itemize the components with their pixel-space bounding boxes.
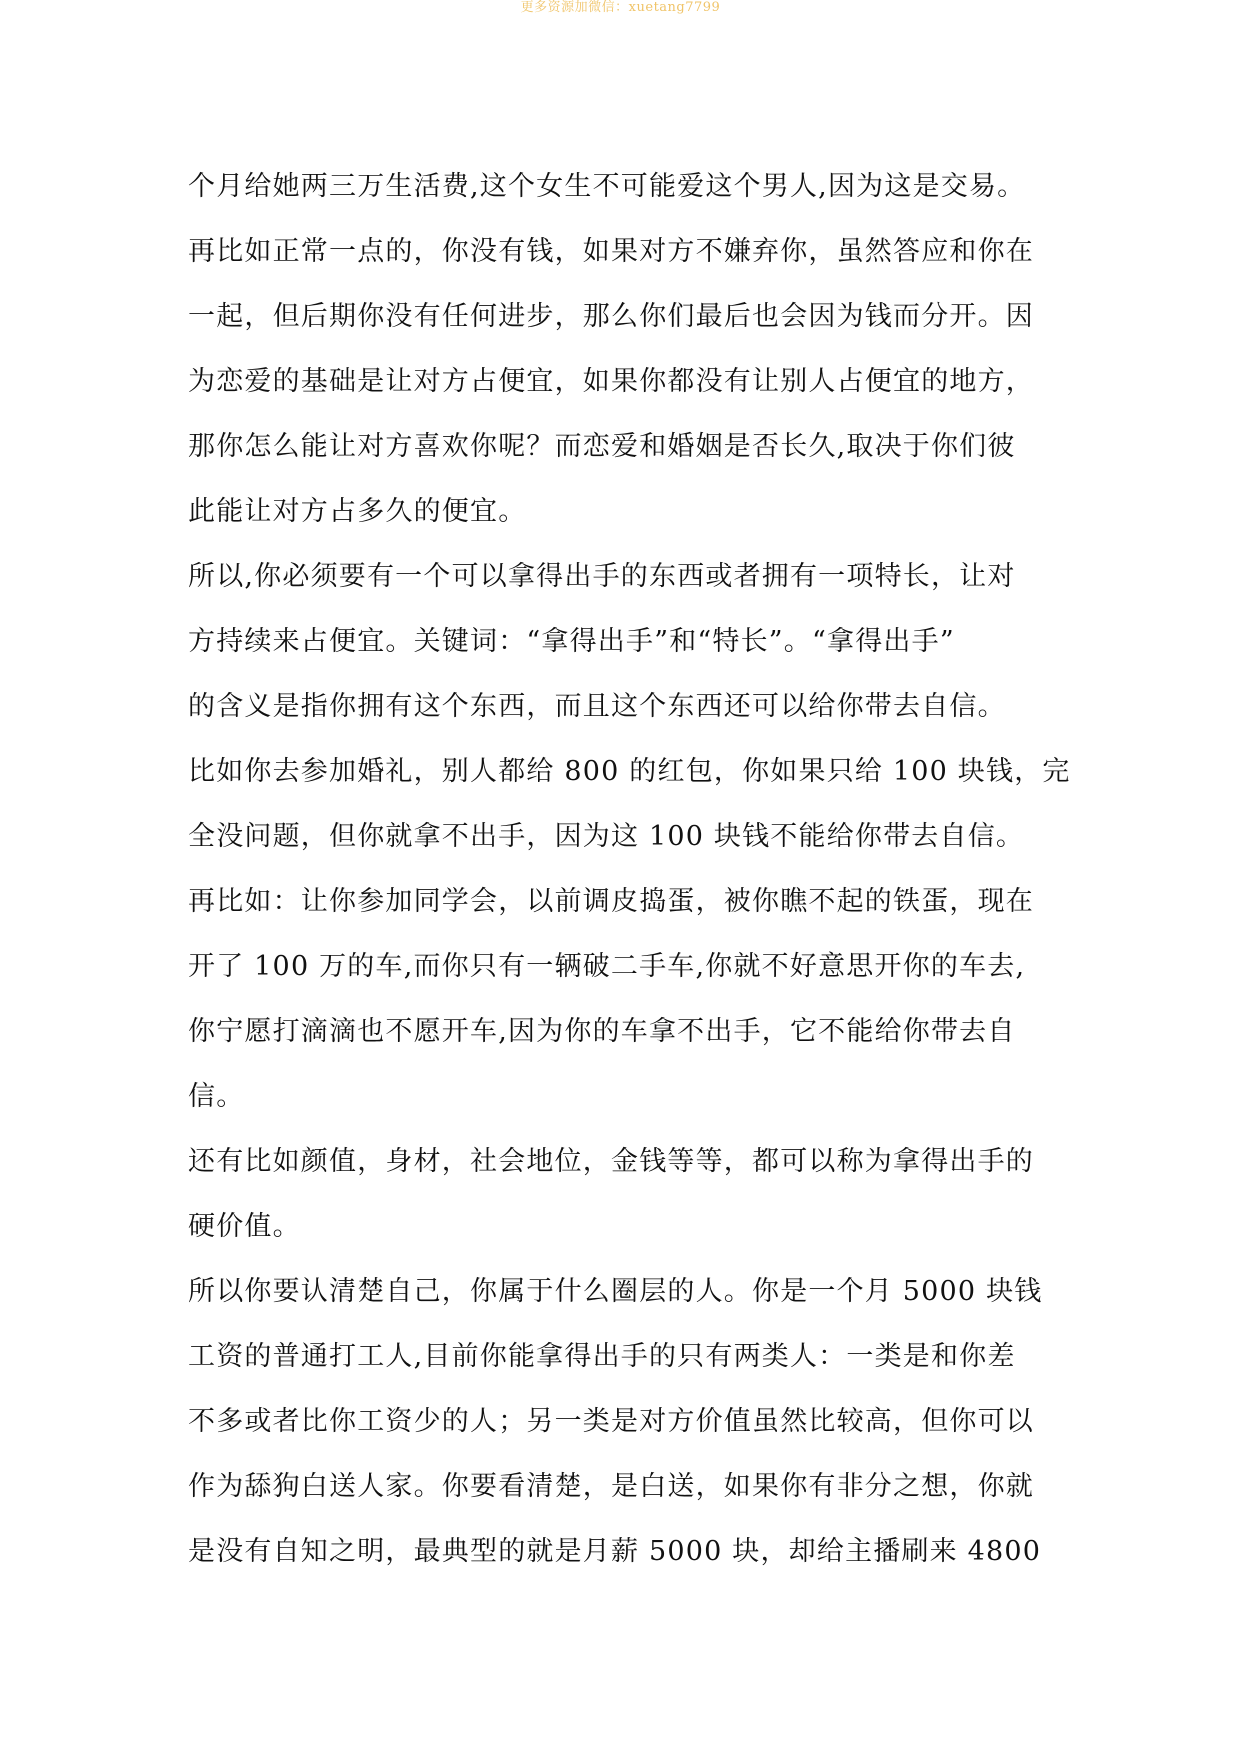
paragraph-7 — [188, 1259, 1054, 1584]
paragraph-5 — [188, 869, 1054, 1129]
text-line: 那你怎么能让对方喜欢你呢？而恋爱和婚姻是否长久,取决于你们彼 — [188, 431, 1016, 462]
text-line: 的含义是指你拥有这个东西，而且这个东西还可以给你带去自信。 — [188, 691, 1006, 722]
text-line: 还有比如颜值，身材，社会地位，金钱等等，都可以称为拿得出手的 — [188, 1146, 1034, 1177]
text-line: 开了 100 万的车,而你只有一辆破二手车,你就不好意思开你的车去, — [188, 951, 1026, 982]
text-line: 信。 — [188, 1081, 245, 1112]
paragraph-1 — [188, 154, 1054, 219]
text-line: 个月给她两三万生活费,这个女生不可能爱这个男人,因为这是交易。 — [188, 171, 1026, 202]
text-line: 硬价值。 — [188, 1211, 301, 1242]
text-line: 一起，但后期你没有任何进步，那么你们最后也会因为钱而分开。因 — [188, 301, 1034, 332]
text-line: 全没问题，但你就拿不出手，因为这 100 块钱不能给你带去自信。 — [188, 821, 1025, 852]
paragraph-4 — [188, 739, 1071, 869]
text-line: 为恋爱的基础是让对方占便宜，如果你都没有让别人占便宜的地方， — [188, 366, 1034, 397]
text-line: 方持续来占便宜。关键词：“拿得出手”和“特长”。“拿得出手” — [188, 626, 955, 657]
text-line: 是没有自知之明，最典型的就是月薪 5000 块，却给主播刷来 4800 — [188, 1536, 1042, 1567]
text-line: 工资的普通打工人,目前你能拿得出手的只有两类人：一类是和你差 — [188, 1341, 1016, 1372]
text-line: 此能让对方占多久的便宜。 — [188, 496, 527, 527]
document-body — [188, 154, 1071, 1584]
text-line: 不多或者比你工资少的人；另一类是对方价值虽然比较高，但你可以 — [188, 1406, 1034, 1437]
text-line: 所以,你必须要有一个可以拿得出手的东西或者拥有一项特长，让对 — [188, 561, 1016, 592]
watermark-text: 更多资源加微信：xuetang7799 — [520, 0, 721, 15]
text-line: 再比如：让你参加同学会，以前调皮捣蛋，被你瞧不起的铁蛋，现在 — [188, 886, 1034, 917]
text-line: 比如你去参加婚礼，别人都给 800 的红包，你如果只给 100 块钱，完 — [188, 756, 1071, 787]
text-line: 再比如正常一点的，你没有钱，如果对方不嫌弃你，虽然答应和你在 — [188, 236, 1034, 267]
text-line: 你宁愿打滴滴也不愿开车,因为你的车拿不出手，它不能给你带去自 — [188, 1016, 1016, 1047]
text-line: 所以你要认清楚自己，你属于什么圈层的人。你是一个月 5000 块钱 — [188, 1276, 1043, 1307]
paragraph-3 — [188, 544, 1054, 739]
paragraph-2 — [188, 219, 1054, 544]
paragraph-6 — [188, 1129, 1054, 1259]
text-line: 作为舔狗白送人家。你要看清楚，是白送，如果你有非分之想，你就 — [188, 1471, 1034, 1502]
